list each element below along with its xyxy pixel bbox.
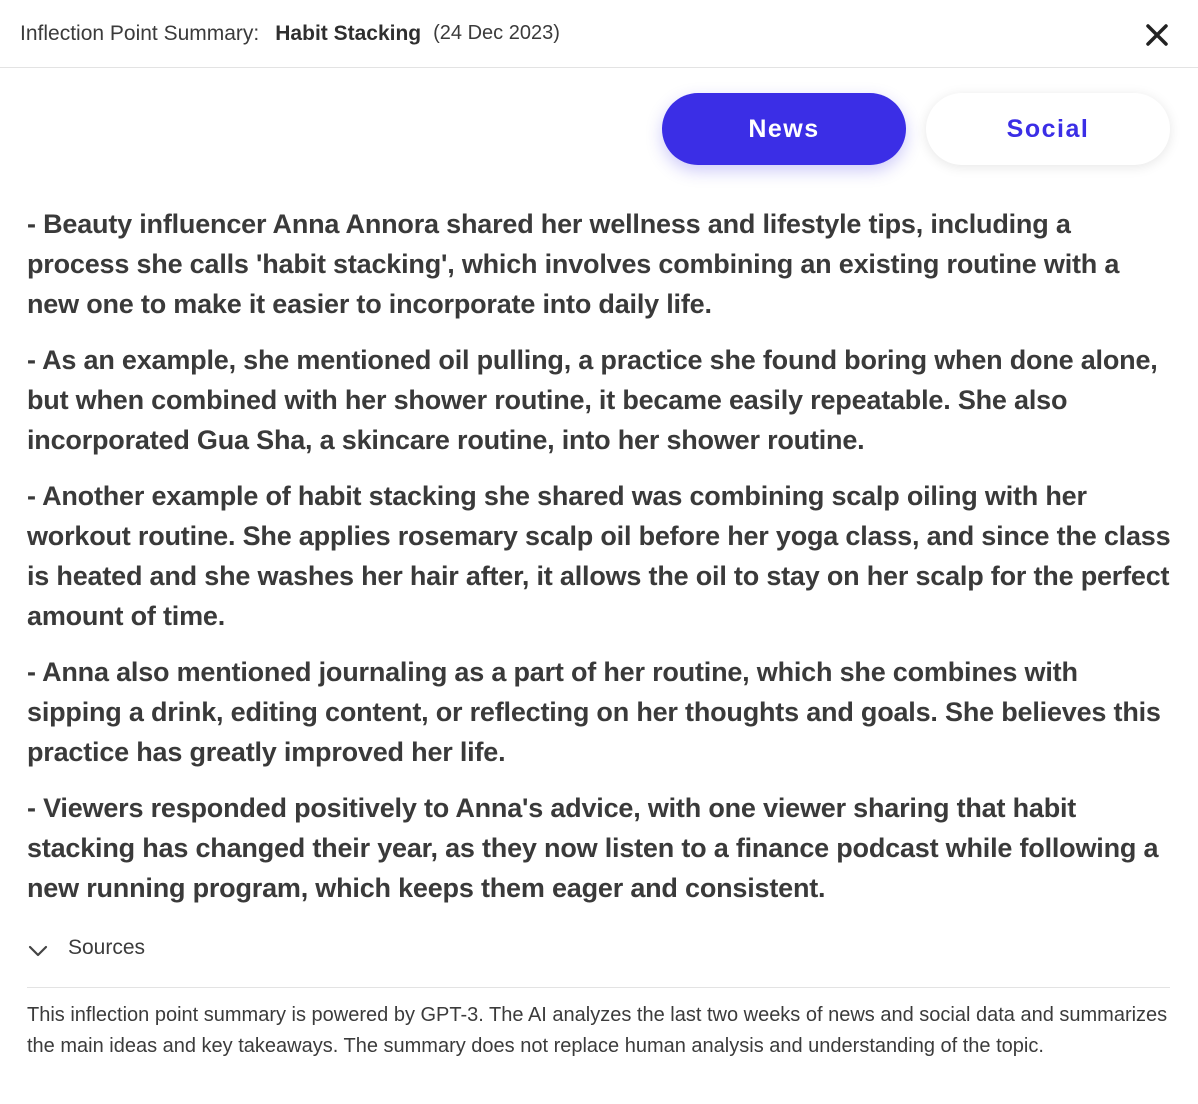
tab-news[interactable]: News: [662, 93, 906, 165]
source-tabs: [662, 93, 1170, 165]
summary-bullet: - Anna also mentioned journaling as a part of her routine, which she combines with sipping a drink, editing content, or reflecting on her thoughts and goals. She believes this practice has greatly improved her life.: [27, 657, 1161, 767]
close-button[interactable]: [1144, 22, 1170, 48]
divider: [27, 987, 1170, 988]
summary-date: (24 Dec 2023): [433, 22, 560, 44]
chevron-down-icon: [27, 940, 49, 962]
summary-bullet: - Another example of habit stacking she shared was combining scalp oiling with her workout routine. She applies rosemary scalp oil before her yoga class, and since the class is heated and she washes her hair after, it allows the oil to stay on her scalp for the perfect amount of time.: [27, 481, 1171, 631]
tab-social[interactable]: Social: [926, 93, 1170, 165]
modal-header: [0, 0, 1198, 68]
summary-bullet: - Beauty influencer Anna Annora shared her wellness and lifestyle tips, including a process she calls 'habit stacking', which involves combining an existing routine with a new one to make it easier to incorporate into daily life.: [27, 209, 1120, 319]
header-prefix: Inflection Point Summary:: [20, 21, 260, 45]
summary-bullet: - Viewers responded positively to Anna's advice, with one viewer sharing that habit stacking has changed their year, as they now listen to a finance podcast while following a new running program, which keeps them eager and consistent.: [27, 793, 1159, 903]
topic-title: Habit Stacking: [275, 21, 422, 45]
close-icon: [1144, 22, 1170, 48]
summary-bullet: - As an example, she mentioned oil pulling, a practice she found boring when done alone, but when combined with her shower routine, it became easily repeatable. She also incorporated Gua Sha, a skincare routine, into her shower routine.: [27, 345, 1158, 455]
ai-disclaimer: This inflection point summary is powered by GPT-3. The AI analyzes the last two weeks of news and social data and summarizes the main ideas and key takeaways. The summary does not replace human analysis and understanding of the topic.: [27, 1004, 1168, 1057]
sources-toggle[interactable]: [27, 934, 145, 962]
sources-label: Sources: [68, 936, 146, 959]
summary-content: [27, 204, 1177, 924]
